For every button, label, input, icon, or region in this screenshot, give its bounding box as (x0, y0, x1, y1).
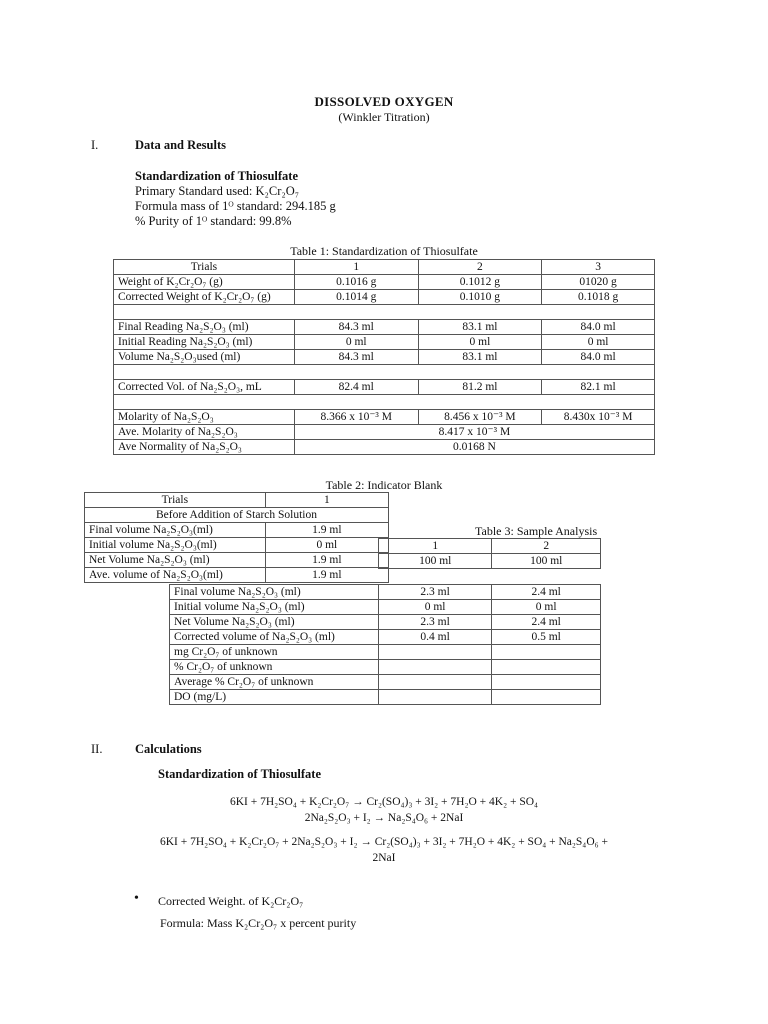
row-label: Final volume Na₂S₂O₃(ml) (85, 523, 266, 538)
table-row (170, 675, 601, 690)
section-2-number: II. (91, 742, 103, 756)
table-row (85, 523, 389, 538)
table-2-caption: Table 2: Indicator Blank (325, 478, 443, 492)
table-cell: 2.4 ml (492, 585, 601, 600)
table-row (114, 440, 655, 455)
table-row (170, 615, 601, 630)
table-span-cell: Before Addition of Starch Solution (85, 508, 389, 523)
table-1-header-cell: 2 (418, 260, 542, 275)
page-title: DISSOLVED OXYGEN (314, 94, 454, 109)
table-cell: 0.1012 g (418, 275, 542, 290)
table-row (379, 554, 601, 569)
table-cell: 100 ml (492, 554, 601, 569)
table-cell: 84.3 ml (294, 350, 418, 365)
table-cell: 8.366 x 10⁻³ M (294, 410, 418, 425)
table-cell: 0.4 ml (378, 630, 492, 645)
table-3 (169, 584, 601, 705)
row-label: Corrected Vol. of Na₂S₂O₃, mL (114, 380, 295, 395)
table-cell: 100 ml (379, 554, 492, 569)
table-cell: 1.9 ml (265, 553, 388, 568)
row-label: Ave Normality of Na₂S₂O₃ (114, 440, 295, 455)
table-row (85, 568, 389, 583)
table-spacer-row (114, 305, 655, 320)
table-cell: 83.1 ml (418, 350, 542, 365)
table-row (114, 290, 655, 305)
spacer-cell (114, 365, 655, 380)
table-3-header-cell: 2 (492, 539, 601, 554)
table-cell: 0.1018 g (542, 290, 655, 305)
section-1-subtitle: Standardization of Thiosulfate (135, 169, 298, 183)
table-row (170, 600, 601, 615)
table-cell: 2.4 ml (492, 615, 601, 630)
row-label: Final Reading Na₂S₂O₃ (ml) (114, 320, 295, 335)
table-cell: 0.1010 g (418, 290, 542, 305)
table-1 (113, 259, 655, 455)
row-label: mg Cr₂O₇ of unknown (170, 645, 379, 660)
table-1-header-row (114, 260, 655, 275)
table-1-header-cell: 3 (542, 260, 655, 275)
table-cell: 82.4 ml (294, 380, 418, 395)
spacer-cell (114, 395, 655, 410)
table-row (170, 585, 601, 600)
spacer-cell (114, 305, 655, 320)
table-1-caption: Table 1: Standardization of Thiosulfate (290, 244, 478, 258)
table-cell: 82.1 ml (542, 380, 655, 395)
table-row (170, 660, 601, 675)
formula-mass-line: Formula mass of 1ᴼ standard: 294.185 g (135, 199, 336, 213)
table-row (114, 380, 655, 395)
table-cell (492, 645, 601, 660)
bullet-corrected-weight: Corrected Weight. of K₂Cr₂O₇ (158, 894, 304, 908)
table-cell: 84.3 ml (294, 320, 418, 335)
table-row (114, 425, 655, 440)
table-2 (84, 492, 389, 583)
table-1-header-cell: Trials (114, 260, 295, 275)
table-cell (492, 690, 601, 705)
primary-standard-line: Primary Standard used: K₂Cr₂O₇ (135, 184, 300, 198)
table-cell (492, 660, 601, 675)
table-row (114, 335, 655, 350)
table-cell: 1.9 ml (265, 568, 388, 583)
equation-2: 2Na₂S₂O₃ + I₂ → Na₂S₄O₆ + 2NaI (304, 812, 464, 824)
row-label: Final volume Na₂S₂O₃ (ml) (170, 585, 379, 600)
table-1-header-cell: 1 (294, 260, 418, 275)
table-row (114, 410, 655, 425)
equation-3-continuation: 2NaI (372, 852, 396, 864)
table-3-caption: Table 3: Sample Analysis (475, 524, 598, 538)
row-label: Initial volume Na₂S₂O₃(ml) (85, 538, 266, 553)
table-cell: 2.3 ml (378, 585, 492, 600)
section-1-title: Data and Results (135, 138, 226, 152)
purity-line: % Purity of 1ᴼ standard: 99.8% (135, 214, 292, 228)
table-2-header-cell: Trials (85, 493, 266, 508)
equation-1: 6KI + 7H₂SO₄ + K₂Cr₂O₇ → Cr₂(SO₄)₃ + 3I₂ + 7H₂O + 4K₂ + SO₄ (229, 796, 539, 808)
table-cell: 81.2 ml (418, 380, 542, 395)
table-cell (378, 660, 492, 675)
table-3-header-cell: 1 (379, 539, 492, 554)
table-row (85, 553, 389, 568)
table-cell: 0 ml (418, 335, 542, 350)
formula-line: Formula: Mass K₂Cr₂O₇ x percent purity (160, 916, 357, 930)
table-row (85, 508, 389, 523)
table-cell: 8.456 x 10⁻³ M (418, 410, 542, 425)
row-label: Volume Na₂S₂O₃used (ml) (114, 350, 295, 365)
row-label: Average % Cr₂O₇ of unknown (170, 675, 379, 690)
table-spacer-row (114, 395, 655, 410)
row-label: DO (mg/L) (170, 690, 379, 705)
row-label: Ave. Molarity of Na₂S₂O₃ (114, 425, 295, 440)
row-label: Corrected volume of Na₂S₂O₃ (ml) (170, 630, 379, 645)
table-cell: 84.0 ml (542, 350, 655, 365)
table-cell: 0.5 ml (492, 630, 601, 645)
table-2-header-cell: 1 (265, 493, 388, 508)
table-spacer-row (114, 365, 655, 380)
row-label: Net Volume Na₂S₂O₃ (ml) (170, 615, 379, 630)
table-row (170, 645, 601, 660)
section-2-title: Calculations (135, 742, 202, 756)
table-2-header-row (85, 493, 389, 508)
table-cell: 83.1 ml (418, 320, 542, 335)
table-cell (378, 675, 492, 690)
table-cell (492, 675, 601, 690)
table-row (114, 275, 655, 290)
row-label: Net Volume Na₂S₂O₃ (ml) (85, 553, 266, 568)
row-label: Initial volume Na₂S₂O₃ (ml) (170, 600, 379, 615)
table-cell: 0.1014 g (294, 290, 418, 305)
table-cell: 1.9 ml (265, 523, 388, 538)
row-label: Initial Reading Na₂S₂O₃ (ml) (114, 335, 295, 350)
table-cell: 8.417 x 10⁻³ M (294, 425, 654, 440)
table-row (114, 350, 655, 365)
section-2-subtitle: Standardization of Thiosulfate (158, 767, 321, 781)
row-label: % Cr₂O₇ of unknown (170, 660, 379, 675)
section-1-number: I. (91, 138, 99, 152)
table-cell: 0 ml (265, 538, 388, 553)
page-subtitle: (Winkler Titration) (338, 110, 430, 124)
table-cell: 0.0168 N (294, 440, 654, 455)
table-cell: 0 ml (378, 600, 492, 615)
table-cell: 0 ml (294, 335, 418, 350)
table-3-header-row (379, 539, 601, 554)
row-label: Corrected Weight of K₂Cr₂O₇ (g) (114, 290, 295, 305)
table-cell (378, 690, 492, 705)
table-cell: 0 ml (492, 600, 601, 615)
table-row (85, 538, 389, 553)
table-cell: 01020 g (542, 275, 655, 290)
table-row (114, 320, 655, 335)
table-cell: 8.430x 10⁻³ M (542, 410, 655, 425)
table-row (170, 630, 601, 645)
table-cell: 84.0 ml (542, 320, 655, 335)
row-label: Ave. volume of Na₂S₂O₃(ml) (85, 568, 266, 583)
table-row (170, 690, 601, 705)
table-3-top (378, 538, 601, 569)
equation-3: 6KI + 7H₂SO₄ + K₂Cr₂O₇ + 2Na₂S₂O₃ + I₂ → Cr₂(SO₄)₃ + 3I₂ + 7H₂O + 4K₂ + SO₄ + Na₂S₄O₆ + (159, 836, 608, 848)
bullet-icon: • (134, 891, 139, 906)
table-cell: 2.3 ml (378, 615, 492, 630)
table-cell: 0 ml (542, 335, 655, 350)
row-label: Molarity of Na₂S₂O₃ (114, 410, 295, 425)
row-label: Weight of K₂Cr₂O₇ (g) (114, 275, 295, 290)
table-cell (378, 645, 492, 660)
table-cell: 0.1016 g (294, 275, 418, 290)
